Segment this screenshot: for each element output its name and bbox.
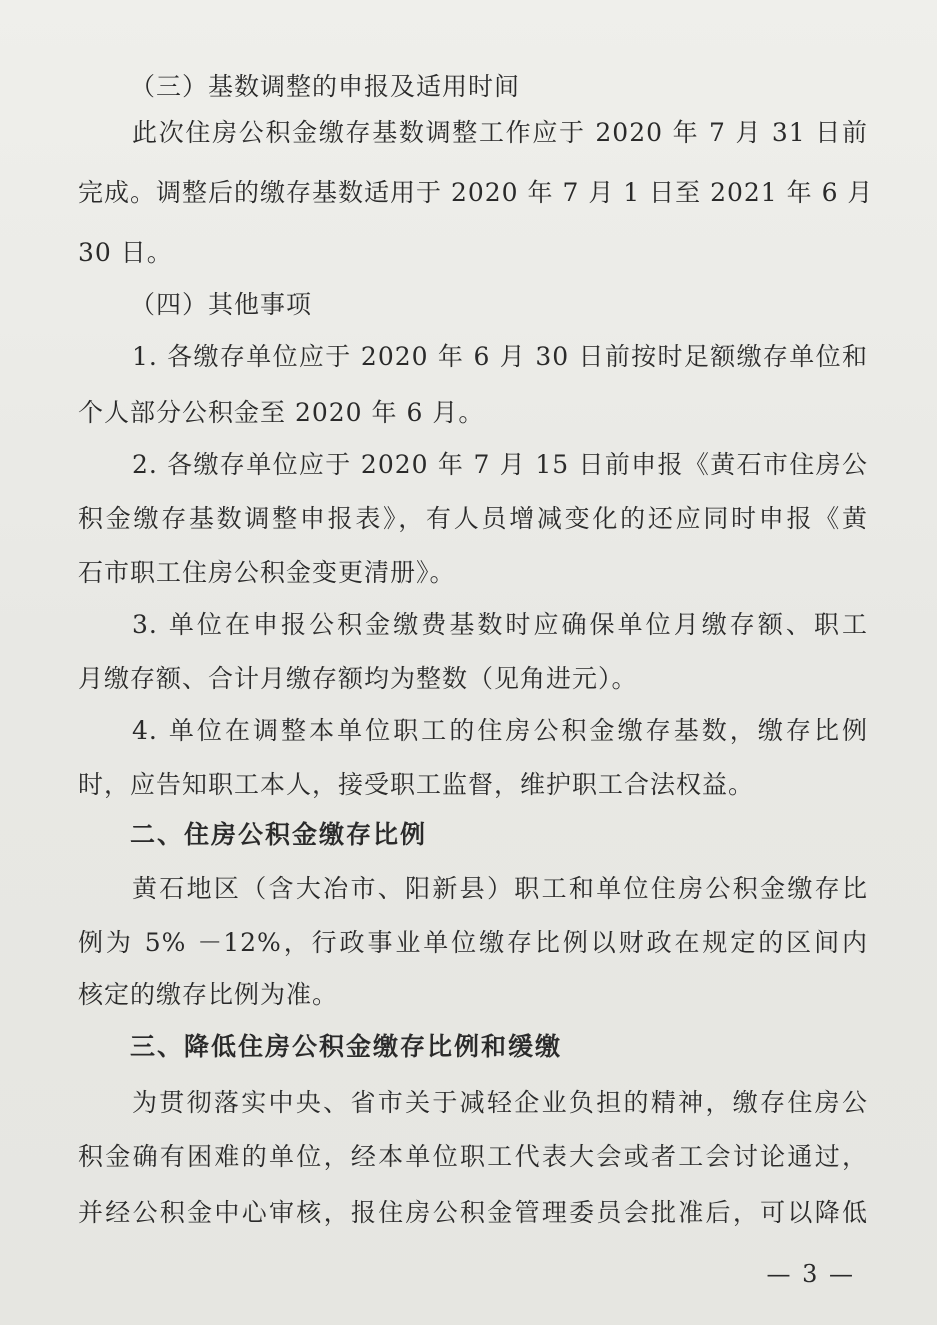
paragraph-line: 积金确有困难的单位，经本单位职工代表大会或者工会讨论通过， <box>78 1142 868 1171</box>
paragraph-line: 黄石地区（含大冶市、阳新县）职工和单位住房公积金缴存比 <box>132 874 868 903</box>
list-item-4-line: 4. 单位在调整本单位职工的住房公积金缴存基数，缴存比例 <box>132 716 868 745</box>
list-item-2-line: 2. 各缴存单位应于 2020 年 7 月 15 日前申报《黄石市住房公 <box>132 450 868 479</box>
section-heading-2: 二、住房公积金缴存比例 <box>130 820 428 849</box>
paragraph-line: 例为 5% －12%，行政事业单位缴存比例以财政在规定的区间内 <box>78 928 868 957</box>
paragraph-line: 为贯彻落实中央、省市关于减轻企业负担的精神，缴存住房公 <box>132 1088 868 1117</box>
subsection-heading-4: （四）其他事项 <box>130 290 313 319</box>
paragraph-line: 并经公积金中心审核，报住房公积金管理委员会批准后，可以降低 <box>78 1198 868 1227</box>
paragraph-line: 核定的缴存比例为准。 <box>78 980 339 1009</box>
list-item-1-line: 个人部分公积金至 2020 年 6 月。 <box>78 398 485 427</box>
page-number: — 3 — <box>766 1260 855 1288</box>
list-item-3-line: 月缴存额、合计月缴存额均为整数（见角进元）。 <box>78 664 638 693</box>
paragraph-line: 30 日。 <box>78 238 173 267</box>
paragraph-line: 完成。调整后的缴存基数适用于 2020 年 7 月 1 日至 2021 年 6 月 <box>78 178 874 207</box>
paragraph-line: 此次住房公积金缴存基数调整工作应于 2020 年 7 月 31 日前 <box>132 118 868 147</box>
list-item-2-line: 石市职工住房公积金变更清册》。 <box>78 558 456 587</box>
list-item-1-line: 1. 各缴存单位应于 2020 年 6 月 30 日前按时足额缴存单位和 <box>132 342 868 371</box>
section-heading-3: 三、降低住房公积金缴存比例和缓缴 <box>130 1032 563 1061</box>
subsection-heading-3: （三）基数调整的申报及适用时间 <box>130 72 521 101</box>
list-item-3-line: 3. 单位在申报公积金缴费基数时应确保单位月缴存额、职工 <box>132 610 868 639</box>
list-item-2-line: 积金缴存基数调整申报表》，有人员增减变化的还应同时申报《黄 <box>78 504 868 533</box>
list-item-4-line: 时，应告知职工本人，接受职工监督，维护职工合法权益。 <box>78 770 755 799</box>
